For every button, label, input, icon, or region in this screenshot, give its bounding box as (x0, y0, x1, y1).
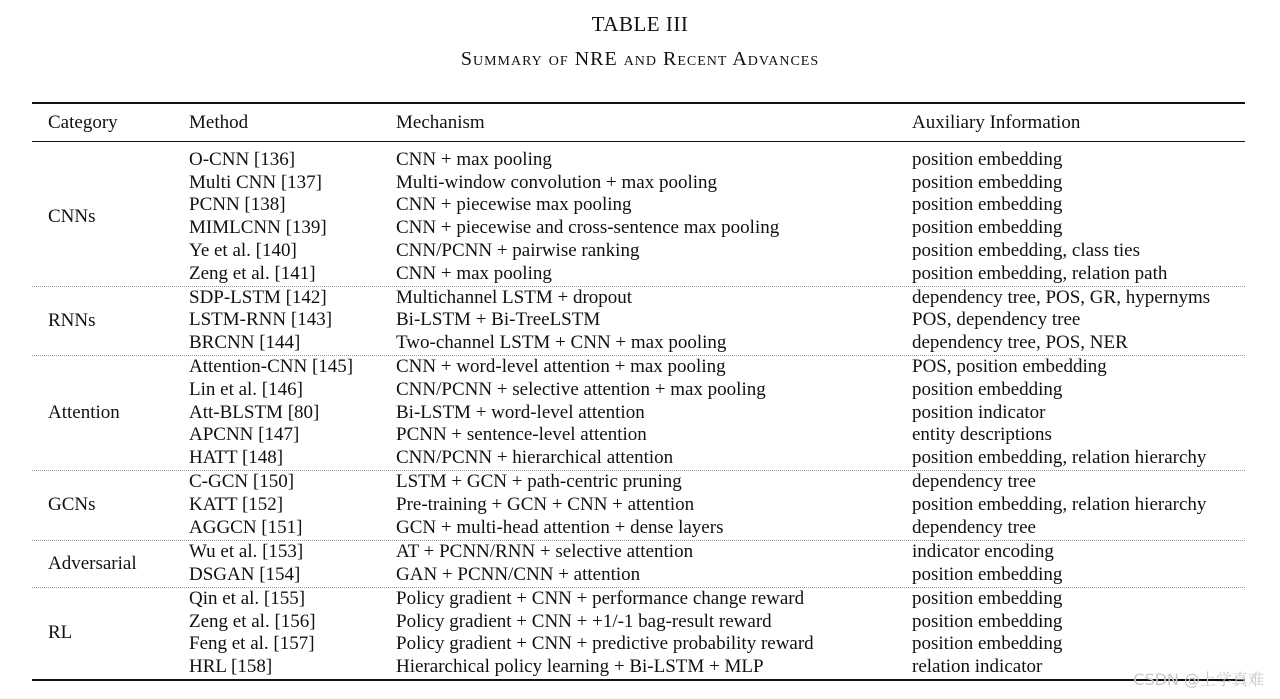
mechanism-cell: GAN + PCNN/CNN + attention (396, 563, 641, 585)
mechanism-cell: Two-channel LSTM + CNN + max pooling (396, 332, 727, 354)
auxiliary-cell: position embedding (912, 587, 1063, 609)
mechanism-cell: Policy gradient + CNN + performance change reward (396, 587, 805, 609)
auxiliary-cell: indicator encoding (912, 540, 1054, 562)
auxiliary-cell: position embedding (912, 563, 1063, 585)
auxiliary-cell: position embedding, class ties (912, 239, 1140, 261)
auxiliary-cell: position embedding (912, 610, 1063, 632)
auxiliary-cell: position embedding, relation hierarchy (912, 447, 1207, 469)
mechanism-cell: CNN/PCNN + hierarchical attention (396, 447, 674, 469)
header-auxiliary-information: Auxiliary Information (912, 112, 1081, 133)
method-cell: HATT [148] (189, 447, 284, 469)
mechanism-cell: Policy gradient + CNN + +1/-1 bag-result reward (396, 610, 772, 632)
mechanism-cell: AT + PCNN/RNN + selective attention (396, 540, 694, 562)
watermark: CSDN @上学真难 (1133, 670, 1264, 689)
auxiliary-cell: dependency tree, POS, GR, hypernyms (912, 286, 1211, 308)
method-cell: Wu et al. [153] (189, 540, 304, 562)
auxiliary-cell: entity descriptions (912, 424, 1052, 446)
auxiliary-cell: position indicator (912, 401, 1046, 423)
method-cell: HRL [158] (189, 655, 273, 677)
method-cell: Qin et al. [155] (189, 587, 306, 609)
method-cell: C-GCN [150] (189, 471, 295, 493)
mechanism-cell: Bi-LSTM + word-level attention (396, 401, 645, 423)
mechanism-cell: CNN + piecewise max pooling (396, 194, 632, 216)
table-title: TABLE III (591, 12, 689, 36)
method-cell: BRCNN [144] (189, 332, 301, 354)
category-label: Attention (48, 402, 120, 423)
mechanism-cell: GCN + multi-head attention + dense layers (396, 516, 724, 538)
header-method: Method (189, 112, 249, 133)
method-cell: Multi CNN [137] (189, 171, 322, 193)
method-cell: Lin et al. [146] (189, 379, 303, 400)
auxiliary-cell: POS, position embedding (912, 356, 1107, 378)
auxiliary-cell: position embedding (912, 149, 1063, 170)
method-cell: AGGCN [151] (189, 516, 303, 538)
mechanism-cell: PCNN + sentence-level attention (396, 424, 647, 446)
auxiliary-cell: position embedding (912, 171, 1063, 193)
auxiliary-cell: position embedding (912, 194, 1063, 216)
method-cell: PCNN [138] (189, 194, 286, 216)
mechanism-cell: CNN + max pooling (396, 149, 552, 170)
category-label: Adversarial (48, 552, 137, 574)
method-cell: Att-BLSTM [80] (189, 401, 320, 423)
method-cell: Feng et al. [157] (189, 633, 315, 655)
method-cell: MIMLCNN [139] (189, 217, 327, 239)
method-cell: Attention-CNN [145] (189, 356, 354, 378)
table-bottom-rule (32, 679, 1245, 681)
header-mechanism: Mechanism (396, 112, 485, 133)
mechanism-cell: CNN/PCNN + pairwise ranking (396, 239, 640, 261)
category-label: RL (48, 622, 73, 644)
method-cell: LSTM-RNN [143] (189, 309, 333, 331)
mechanism-cell: CNN + max pooling (396, 262, 552, 284)
mechanism-cell: Bi-LSTM + Bi-TreeLSTM (396, 309, 601, 331)
auxiliary-cell: position embedding (912, 633, 1063, 655)
category-label: GCNs (48, 494, 96, 516)
auxiliary-cell: position embedding, relation path (912, 262, 1168, 284)
auxiliary-cell: dependency tree (912, 471, 1036, 493)
auxiliary-cell: position embedding, relation hierarchy (912, 494, 1207, 515)
method-cell: Zeng et al. [156] (189, 610, 316, 632)
mechanism-cell: CNN + piecewise and cross-sentence max pooling (396, 217, 780, 239)
method-cell: KATT [152] (189, 494, 284, 515)
method-cell: APCNN [147] (189, 424, 300, 446)
auxiliary-cell: dependency tree, POS, NER (912, 332, 1128, 354)
mechanism-cell: Multi-window convolution + max pooling (396, 171, 718, 193)
auxiliary-cell: POS, dependency tree (912, 309, 1081, 331)
method-cell: Zeng et al. [141] (189, 262, 316, 284)
category-label: CNNs (48, 206, 96, 228)
method-cell: DSGAN [154] (189, 563, 301, 585)
table-subtitle: Summary of NRE and Recent Advances (460, 48, 820, 70)
auxiliary-cell: position embedding (912, 379, 1063, 400)
mechanism-cell: Policy gradient + CNN + predictive probability reward (396, 633, 814, 655)
mechanism-cell: Pre-training + GCN + CNN + attention (396, 494, 695, 515)
header-category: Category (48, 112, 118, 133)
method-cell: Ye et al. [140] (189, 239, 297, 261)
method-cell: O-CNN [136] (189, 149, 296, 170)
auxiliary-cell: position embedding (912, 217, 1063, 239)
mechanism-cell: LSTM + GCN + path-centric pruning (396, 471, 682, 493)
category-label: RNNs (48, 309, 96, 331)
mechanism-cell: Multichannel LSTM + dropout (396, 286, 633, 308)
mechanism-cell: Hierarchical policy learning + Bi-LSTM + MLP (396, 655, 764, 677)
mechanism-cell: CNN + word-level attention + max pooling (396, 356, 726, 378)
mechanism-cell: CNN/PCNN + selective attention + max pooling (396, 379, 766, 400)
method-cell: SDP-LSTM [142] (189, 286, 327, 308)
auxiliary-cell: relation indicator (912, 655, 1043, 677)
auxiliary-cell: dependency tree (912, 516, 1036, 538)
